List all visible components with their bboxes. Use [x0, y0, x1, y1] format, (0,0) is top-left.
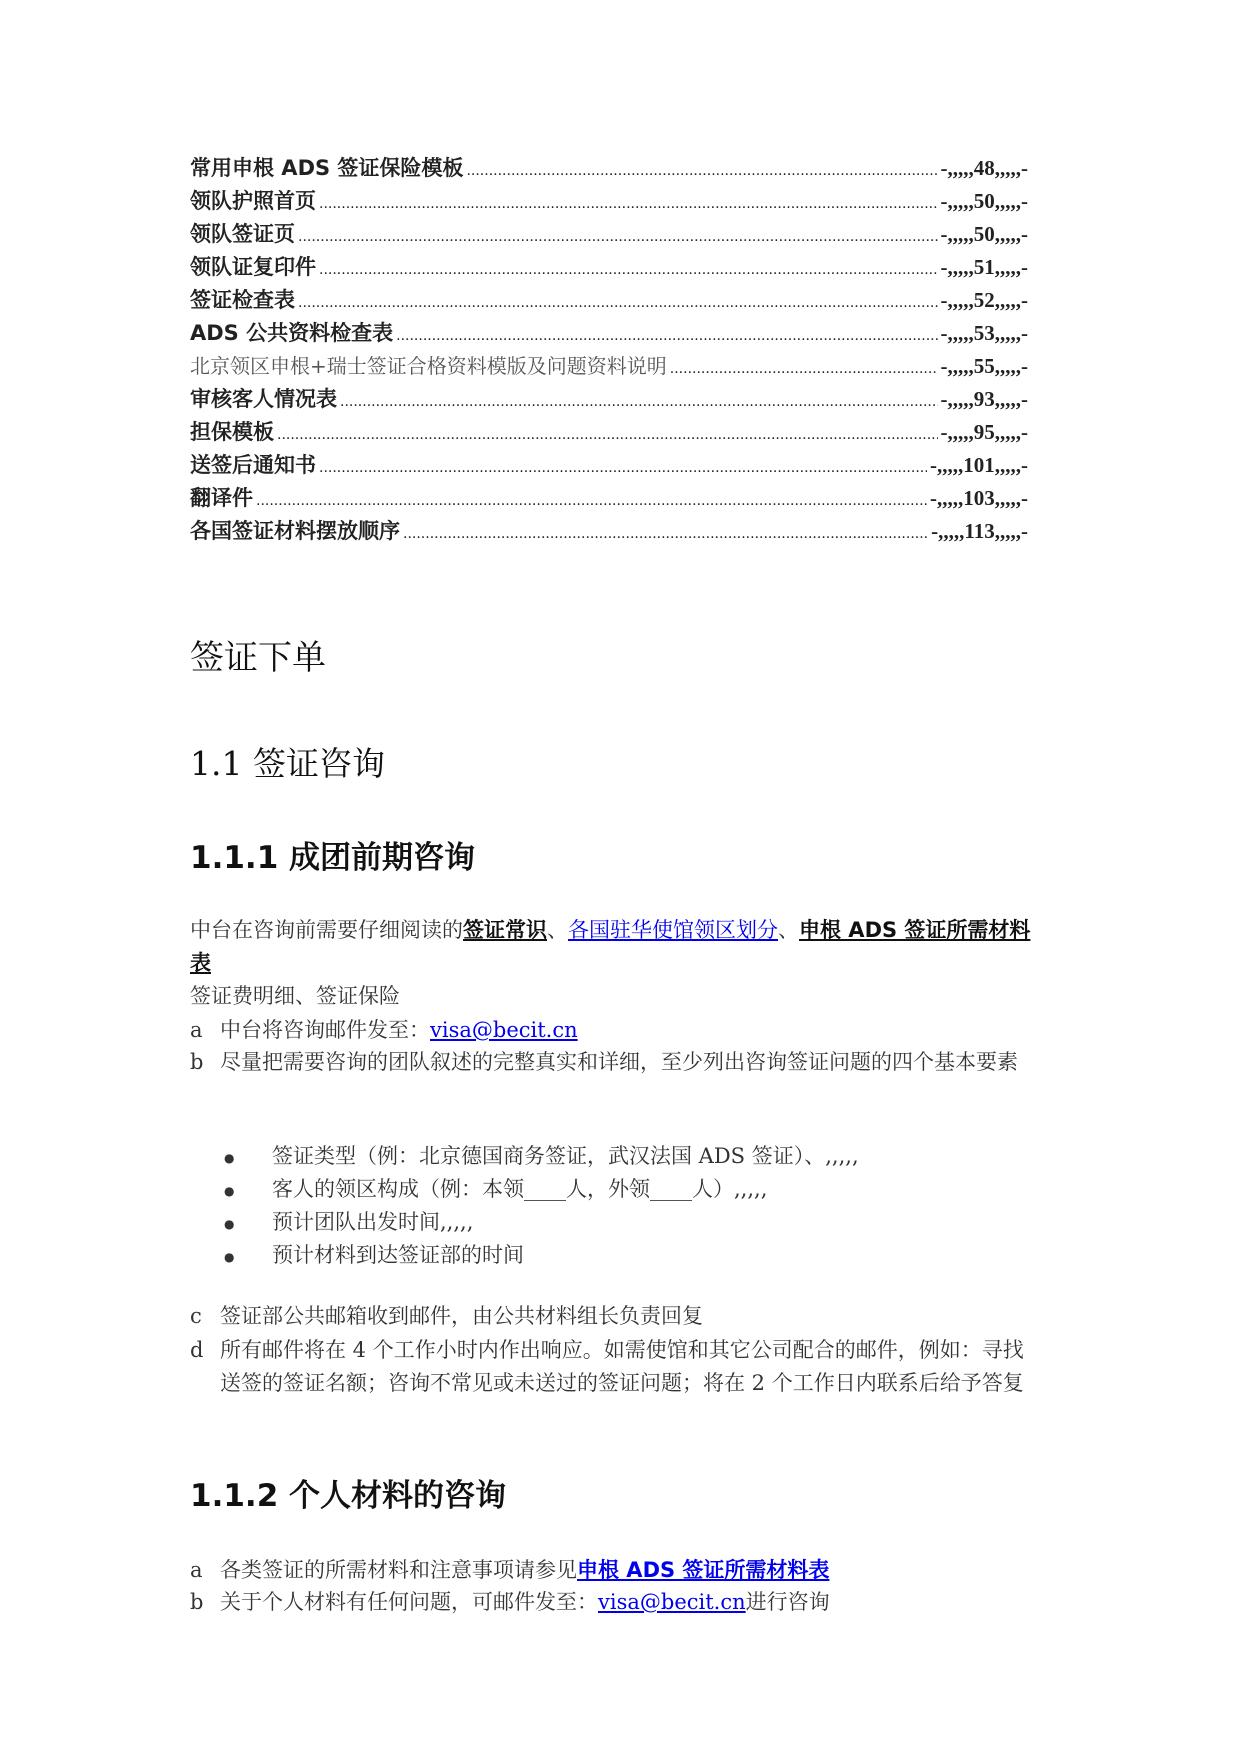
item-marker: a	[190, 1018, 203, 1042]
toc-page: -,,,,,113,,,,,-	[931, 519, 1028, 543]
item-text: 尽量把需要咨询的团队叙述的完整真实和详细，至少列出咨询签证问题的四个基本要素	[220, 1050, 1018, 1074]
heading-personal-materials: 1.1.2 个人材料的咨询	[190, 1478, 507, 1514]
toc-title: 翻译件	[190, 486, 253, 510]
email-link[interactable]: visa@becit.cn	[598, 1590, 746, 1614]
item-a	[190, 1014, 578, 1044]
bullet-icon: ●	[224, 1249, 235, 1264]
toc-entry[interactable]	[190, 385, 1028, 416]
toc-page: -,,,,,51,,,,,-	[940, 255, 1028, 279]
bullet-item	[222, 1239, 524, 1269]
bullet-text: 客人的领区构成（例：本领____人，外领____人）,,,,,	[272, 1177, 768, 1201]
item-text: 中台将咨询邮件发至：	[220, 1018, 430, 1042]
toc-title: 领队护照首页	[190, 189, 316, 213]
toc-title: 领队签证页	[190, 222, 295, 246]
bullet-text: 预计团队出发时间,,,,,	[272, 1210, 474, 1234]
toc-entry[interactable]	[190, 220, 1028, 251]
heading-visa-order: 签证下单	[190, 638, 326, 678]
separator: 、	[778, 918, 799, 942]
intro-prefix: 中台在咨询前需要仔细阅读的	[190, 918, 463, 942]
toc-page: -,,,,,50,,,,,-	[940, 189, 1028, 213]
item-text: 所有邮件将在 4 个工作小时内作出响应。如需使馆和其它公司配合的邮件，例如：寻找	[220, 1338, 1024, 1362]
toc-entry[interactable]	[190, 517, 1028, 548]
toc-leader-dots	[256, 487, 927, 515]
link-schengen-materials-cont[interactable]: 表	[190, 951, 211, 975]
toc-entry[interactable]	[190, 187, 1028, 218]
link-visa-basics[interactable]: 签证常识	[463, 918, 547, 942]
bullet-item	[222, 1206, 473, 1236]
item-marker: c	[190, 1304, 202, 1328]
bullet-item	[222, 1140, 859, 1170]
toc-page: -,,,,,101,,,,,-	[930, 453, 1028, 477]
separator: 、	[547, 918, 568, 942]
item-marker: a	[190, 1558, 203, 1582]
toc-leader-dots	[319, 256, 938, 284]
bullet-icon: ●	[224, 1150, 235, 1165]
toc-title: 北京领区申根+瑞士签证合格资料模版及问题资料说明	[190, 354, 667, 378]
toc-page: -,,,,,103,,,,,-	[930, 486, 1028, 510]
item-a-personal	[190, 1554, 829, 1584]
toc-leader-dots	[319, 190, 938, 218]
toc-title: 送签后通知书	[190, 453, 316, 477]
bullet-icon: ●	[224, 1183, 235, 1198]
item-text: 关于个人材料有任何问题，可邮件发至：	[220, 1590, 598, 1614]
toc-entry[interactable]	[190, 286, 1028, 317]
toc-leader-dots	[403, 520, 928, 548]
heading-visa-consult: 1.1 签证咨询	[190, 744, 385, 783]
toc-page: -,,,,,50,,,,,-	[940, 222, 1028, 246]
heading-pre-group-consult: 1.1.1 成团前期咨询	[190, 840, 476, 876]
toc-title: 各国签证材料摆放顺序	[190, 519, 400, 543]
item-d-cont: 送签的签证名额；咨询不常见或未送过的签证问题；将在 2 个工作日内联系后给予答复	[220, 1371, 1024, 1395]
item-d	[190, 1334, 1024, 1364]
toc-title: 担保模板	[190, 420, 274, 444]
toc-leader-dots	[319, 454, 927, 482]
item-text: 各类签证的所需材料和注意事项请参见	[220, 1558, 577, 1582]
toc-entry[interactable]	[190, 154, 1028, 185]
toc-leader-dots	[670, 355, 938, 383]
item-suffix: 进行咨询	[745, 1590, 830, 1614]
toc-entry[interactable]	[190, 352, 1028, 383]
bullet-text: 签证类型（例：北京德国商务签证，武汉法国 ADS 签证）、,,,,,	[272, 1144, 859, 1168]
toc-entry[interactable]	[190, 418, 1028, 449]
bullet-text: 预计材料到达签证部的时间	[272, 1243, 524, 1267]
toc-leader-dots	[340, 388, 938, 416]
toc-leader-dots	[298, 289, 938, 317]
link-consular-districts[interactable]: 各国驻华使馆领区划分	[568, 918, 778, 942]
toc-page: -,,,,,52,,,,,-	[940, 288, 1028, 312]
toc-title: 常用申根 ADS 签证保险模板	[190, 156, 464, 180]
toc-entry[interactable]	[190, 319, 1028, 350]
toc-title: 签证检查表	[190, 288, 295, 312]
item-marker: d	[190, 1338, 204, 1362]
toc-page: -,,,,,53,,,,,-	[940, 321, 1028, 345]
item-b-personal	[190, 1586, 830, 1616]
fee-insurance-line: 签证费明细、签证保险	[190, 984, 400, 1008]
intro-paragraph	[190, 914, 1030, 944]
toc-page: -,,,,,95,,,,,-	[940, 420, 1028, 444]
bullet-item	[222, 1173, 767, 1203]
toc-title: ADS 公共资料检查表	[190, 321, 394, 345]
link-schengen-materials-table[interactable]: 申根 ADS 签证所需材料表	[577, 1558, 830, 1582]
toc-page: -,,,,,48,,,,,-	[940, 156, 1028, 180]
toc-page: -,,,,,93,,,,,-	[940, 387, 1028, 411]
toc-leader-dots	[466, 157, 937, 185]
toc-leader-dots	[298, 223, 938, 251]
item-marker: b	[190, 1050, 204, 1074]
intro-paragraph-cont	[190, 947, 211, 977]
toc-entry[interactable]	[190, 253, 1028, 284]
item-c	[190, 1300, 703, 1330]
link-schengen-materials[interactable]: 申根 ADS 签证所需材料	[799, 918, 1031, 942]
toc-entry[interactable]	[190, 484, 1028, 515]
toc-title: 审核客人情况表	[190, 387, 337, 411]
email-link[interactable]: visa@becit.cn	[430, 1018, 578, 1042]
toc-page: -,,,,,55,,,,,-	[940, 354, 1028, 378]
item-text: 签证部公共邮箱收到邮件，由公共材料组长负责回复	[220, 1304, 703, 1328]
toc-leader-dots	[277, 421, 938, 449]
item-marker: b	[190, 1590, 204, 1614]
toc-title: 领队证复印件	[190, 255, 316, 279]
item-b	[190, 1046, 1018, 1076]
toc-leader-dots	[396, 322, 937, 350]
toc-entry[interactable]	[190, 451, 1028, 482]
bullet-icon: ●	[224, 1216, 235, 1231]
